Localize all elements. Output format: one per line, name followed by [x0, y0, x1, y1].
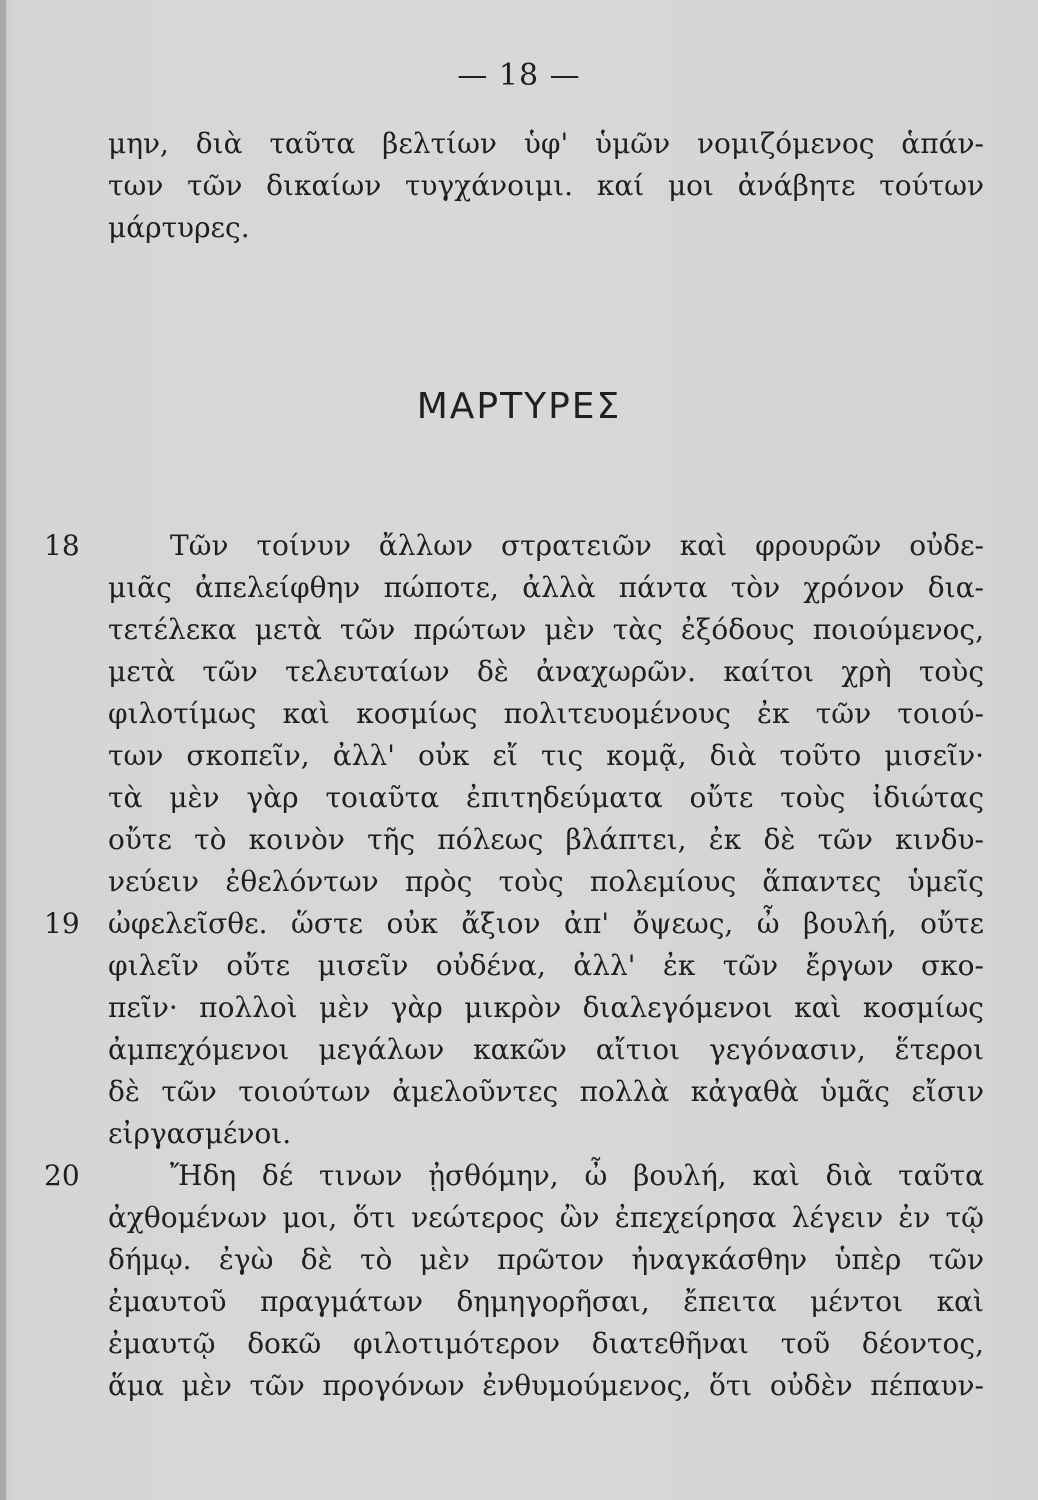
- section-number: 19: [44, 907, 80, 940]
- text-line: φιλοτίμως καὶ κοσμίως πολιτευομένους ἐκ τῶν τοιού-: [108, 697, 984, 730]
- text-line: μην, διὰ ταῦτα βελτίων ὑφ' ὑμῶν νομιζόμενος ἁπάν-: [108, 127, 984, 160]
- text-line: εἰργασμένοι.: [108, 1117, 292, 1150]
- text-line: ἐμαυτῷ δοκῶ φιλοτιμότερον διατεθῆναι τοῦ δέοντος,: [108, 1327, 984, 1360]
- text-line: ὠφελεῖσθε. ὥστε οὐκ ἄξιον ἀπ' ὄψεως, ὦ βουλή, οὔτε: [108, 907, 984, 940]
- text-line: τετέλεκα μετὰ τῶν πρώτων μὲν τὰς ἐξόδους ποιούμενος,: [108, 613, 984, 646]
- text-line: δήμῳ. ἐγὼ δὲ τὸ μὲν πρῶτον ἠναγκάσθην ὑπὲρ τῶν: [108, 1243, 984, 1276]
- text-line: ἐμαυτοῦ πραγμάτων δημηγορῆσαι, ἔπειτα μέντοι καὶ: [108, 1285, 984, 1318]
- text-line: Τῶν τοίνυν ἄλλων στρατειῶν καὶ φρουρῶν οὐδε-: [170, 529, 984, 562]
- text-line: φιλεῖν οὔτε μισεῖν οὐδένα, ἀλλ' ἐκ τῶν ἔργων σκο-: [108, 949, 984, 982]
- text-line: των σκοπεῖν, ἀλλ' οὐκ εἴ τις κομᾷ, διὰ τοῦτο μισεῖν·: [108, 739, 984, 772]
- text-line: τὰ μὲν γὰρ τοιαῦτα ἐπιτηδεύματα οὔτε τοὺς ἰδιώτας: [108, 781, 984, 814]
- text-line: νεύειν ἐθελόντων πρὸς τοὺς πολεμίους ἅπαντες ὑμεῖς: [108, 865, 984, 898]
- page-edge: [0, 0, 6, 1500]
- section-heading: ΜΑΡΤΥΡΕΣ: [416, 386, 622, 427]
- text-line: ἀχθομένων μοι, ὅτι νεώτερος ὢν ἐπεχείρησα λέγειν ἐν τῷ: [108, 1201, 984, 1234]
- text-line: δὲ τῶν τοιούτων ἀμελοῦντες πολλὰ κἀγαθὰ ὑμᾶς εἴσιν: [108, 1075, 984, 1108]
- text-line: των τῶν δικαίων τυγχάνοιμι. καί μοι ἀνάβητε τούτων: [108, 169, 984, 202]
- text-line: ἅμα μὲν τῶν προγόνων ἐνθυμούμενος, ὅτι οὐδὲν πέπαυν-: [108, 1369, 984, 1402]
- text-line: Ἤδη δέ τινων ᾐσθόμην, ὦ βουλή, καὶ διὰ ταῦτα: [170, 1159, 984, 1192]
- text-line: μιᾶς ἀπελείφθην πώποτε, ἀλλὰ πάντα τὸν χρόνον δια-: [108, 571, 984, 604]
- text-line: μάρτυρες.: [108, 211, 250, 244]
- text-line: ἀμπεχόμενοι μεγάλων κακῶν αἴτιοι γεγόνασιν, ἕτεροι: [108, 1033, 984, 1066]
- page-number: — 18 —: [457, 58, 581, 93]
- section-number: 18: [44, 529, 80, 562]
- section-number: 20: [44, 1159, 80, 1192]
- text-line: οὔτε τὸ κοινὸν τῆς πόλεως βλάπτει, ἐκ δὲ τῶν κινδυ-: [108, 823, 984, 856]
- text-line: μετὰ τῶν τελευταίων δὲ ἀναχωρῶν. καίτοι χρὴ τοὺς: [108, 655, 984, 688]
- text-line: πεῖν· πολλοὶ μὲν γὰρ μικρὸν διαλεγόμενοι καὶ κοσμίως: [108, 991, 984, 1024]
